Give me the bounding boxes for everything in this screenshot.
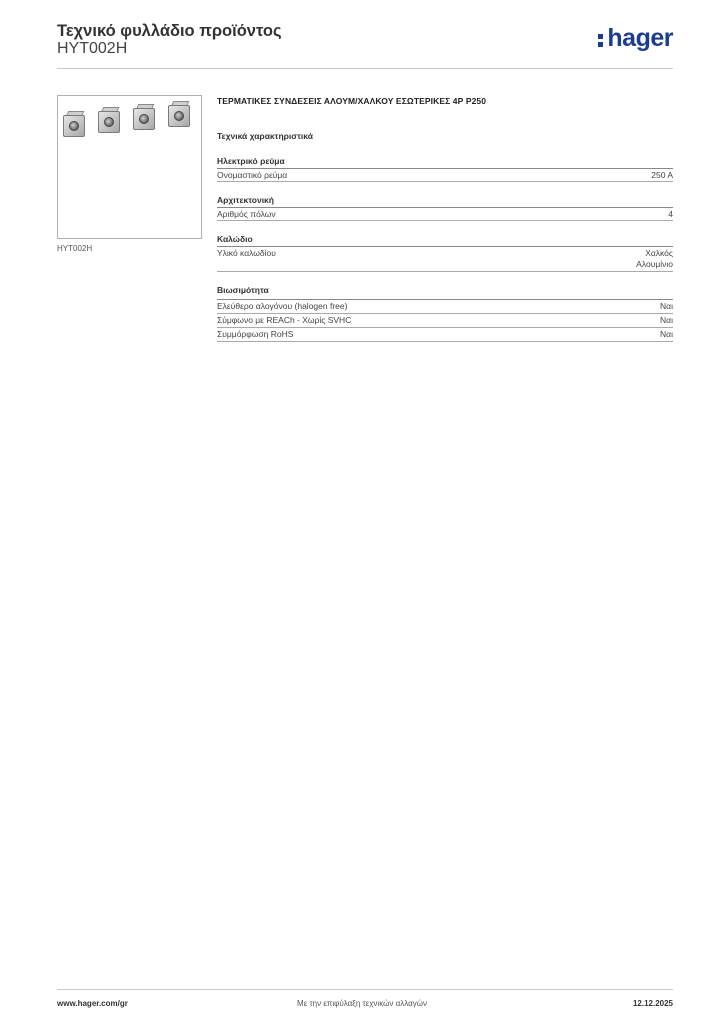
footer-website-link[interactable]: www.hager.com/gr [57, 999, 128, 1008]
terminal-connector-icon [168, 101, 190, 127]
hager-logo [597, 24, 673, 53]
spec-row [217, 169, 673, 182]
spec-label: Αριθμός πόλων [217, 209, 276, 219]
group-title: Βιωσιμότητα [217, 285, 269, 295]
page-title: Τεχνικό φυλλάδιο προϊόντος [57, 22, 282, 40]
spec-row [217, 314, 673, 328]
spec-group-cable [217, 234, 673, 272]
logo-dots-icon [597, 29, 605, 47]
terminal-connector-icon [133, 104, 155, 130]
spec-value: Ναι [660, 315, 673, 325]
product-code: HYT002H [57, 40, 128, 57]
product-title: ΤΕΡΜΑΤΙΚΕΣ ΣΥΝΔΕΣΕΙΣ ΑΛΟΥΜ/ΧΑΛΚΟΥ ΕΣΩΤΕΡΙΚΕΣ 4Ρ Ρ250 [217, 96, 487, 106]
spec-group-architecture [217, 195, 673, 221]
terminal-connector-icon [98, 107, 120, 133]
spec-value: 4 [668, 209, 673, 219]
section-heading: Τεχνικά χαρακτηριστικά [217, 131, 313, 141]
terminal-connector-icon [63, 111, 85, 137]
spec-value: Αλουμίνιο [636, 259, 673, 269]
spec-label: Ελεύθερο αλογόνου (halogen free) [217, 301, 348, 311]
image-caption: HYT002H [57, 244, 93, 253]
footer-divider [57, 989, 673, 990]
group-title: Ηλεκτρικό ρεύμα [217, 156, 285, 166]
product-image [57, 95, 202, 239]
group-title: Αρχιτεκτονική [217, 195, 274, 205]
spec-label: Ονομαστικό ρεύμα [217, 170, 288, 180]
spec-row [217, 300, 673, 314]
spec-group-sustainability [217, 285, 673, 342]
footer-date: 12.12.2025 [632, 999, 673, 1008]
spec-value: Ναι [660, 301, 673, 311]
spec-value: Χαλκός [645, 248, 673, 258]
spec-row [217, 247, 673, 272]
header-divider [57, 68, 673, 69]
group-title: Καλώδιο [217, 234, 253, 244]
spec-value: 250 A [651, 170, 673, 180]
spec-label: Υλικό καλωδίου [217, 248, 276, 258]
spec-label: Σύμφωνο με REACh - Χωρίς SVHC [217, 315, 352, 325]
spec-row [217, 328, 673, 342]
specification-content [217, 96, 673, 339]
spec-group-electrical [217, 156, 673, 182]
logo-text: hager [607, 24, 673, 52]
spec-value: Ναι [660, 329, 673, 339]
page-header [57, 20, 673, 70]
spec-row [217, 208, 673, 221]
spec-label: Συμμόρφωση RoHS [217, 329, 294, 339]
footer-notice: Με την επιφύλαξη τεχνικών αλλαγών [297, 999, 427, 1008]
